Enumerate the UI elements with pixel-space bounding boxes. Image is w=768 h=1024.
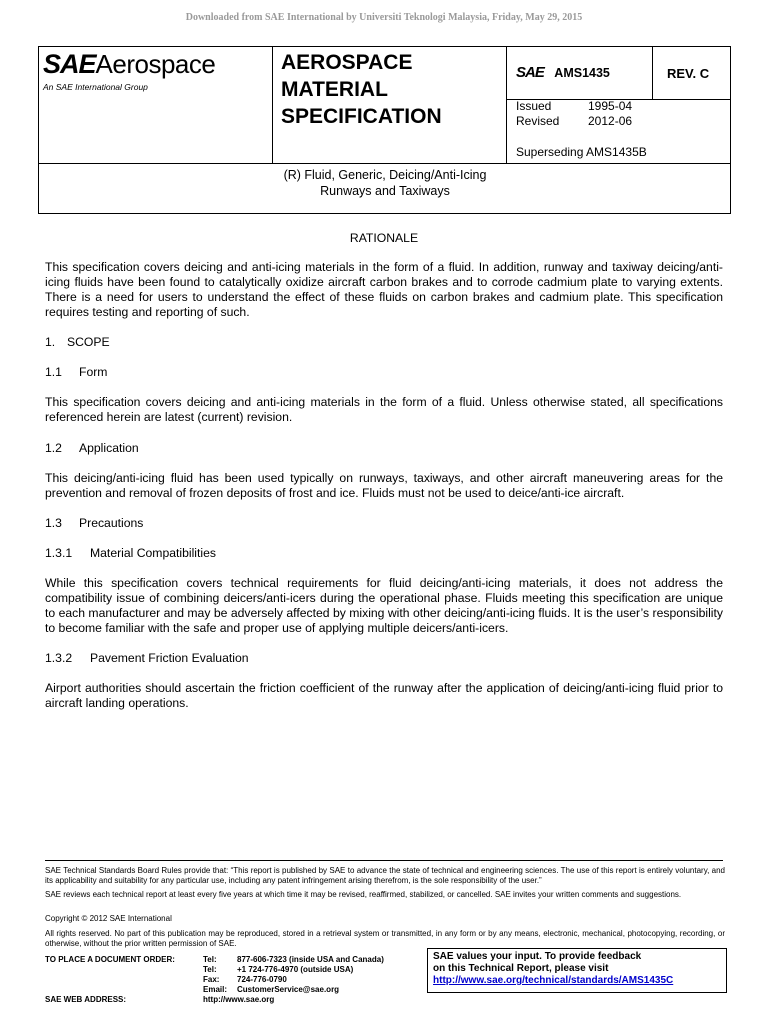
superseding-note: Superseding AMS1435B [516, 145, 647, 159]
phone-usa: 877-606-7323 (inside USA and Canada) [237, 955, 384, 964]
section-1-3-1-heading: 1.3.1 Material Compatibilities [45, 546, 216, 560]
section-1-2-heading: 1.2 Application [45, 441, 139, 455]
title-line: SPECIFICATION [281, 105, 442, 128]
logo-tagline: An SAE International Group [43, 82, 148, 92]
download-notice: Downloaded from SAE International by Universiti Teknologi Malaysia, Friday, May 29, 2015 [185, 12, 583, 23]
revision-label: REV. C [667, 66, 710, 81]
footer-rules: SAE Technical Standards Board Rules provide that: “This report is published by SAE to advance the state of technical and engineering sciences. The use of this report is entirely voluntary, and its applicability and suitability for any particular use, including any patent infringement arising therefrom, is the sole responsibility of the user.” [45, 866, 725, 885]
issued-date: 1995-04 [588, 99, 633, 113]
small-sae-logo: SAE [516, 64, 544, 81]
web-address[interactable]: http://www.sae.org [203, 995, 275, 1004]
section-1-heading: 1. SCOPE [45, 335, 110, 349]
section-1-2-text: This deicing/anti-icing fluid has been used typically on runways, taxiways, and other aircraft maneuvering areas for the prevention and removal of frozen deposits of frost and ice. Fluids must not be used to deice/anti-ice aircraft. [45, 471, 723, 500]
section-1-3-heading: 1.3 Precautions [45, 516, 144, 530]
doc-number: AMS1435 [554, 66, 610, 80]
sae-aerospace-logo [43, 49, 215, 80]
order-label: TO PLACE A DOCUMENT ORDER: [45, 955, 175, 964]
feedback-link[interactable]: http://www.sae.org/technical/standards/AMS1435C [433, 975, 674, 986]
feedback-line: on this Technical Report, please visit [433, 963, 609, 974]
title-line: AEROSPACE [281, 51, 413, 74]
feedback-line: SAE values your input. To provide feedback [433, 951, 642, 962]
section-1-3-1-text: While this specification covers technical requirements for fluid deicing/anti-icing materials, it does not address the compatibility issue of combining deicers/anti-icers during the operational phase. Fluids meeting this specification are unique to each manufacturer and may be adversely affected by mixing with other deicing/anti-icing fluids. It is the user’s responsibility to become familiar with the safe and proper use of applying multiple deicers/anti-icers. [45, 576, 723, 635]
section-1-3-2-heading: 1.3.2 Pavement Friction Evaluation [45, 651, 249, 665]
doc-number-block [516, 64, 610, 82]
logo-sae-text: SAE [43, 49, 96, 79]
issue-dates [516, 99, 632, 129]
section-1-1-text: This specification covers deicing and anti-icing materials in the form of a fluid. Unless otherwise stated, all specifications referenced herein are latest (current) revision. [45, 395, 723, 424]
issued-label: Issued [516, 99, 552, 113]
support-email[interactable]: CustomerService@sae.org [237, 985, 340, 994]
footer-copyright: Copyright © 2012 SAE International [45, 914, 172, 923]
order-contacts: Tel: 877-606-7323 (inside USA and Canada) Tel: +1 724-776-4970 (outside USA) Fax: 724-776-0790 Email: CustomerService@sae.org http://www.sae.org [203, 955, 384, 1004]
rationale-paragraph: This specification covers deicing and anti-icing materials in the form of a fluid. In addition, runway and taxiway deicing/anti-icing fluids have been found to catalytically oxidize aircraft carbon brakes and to corrode cadmium plate to varying extents. There is a need for users to understand the effect of these fluids on carbon brakes and cadmium plate. This specification requires testing and reporting of such. [45, 260, 723, 319]
logo-aerospace-text: Aerospace [95, 49, 216, 79]
subject-line: Runways and Taxiways [320, 184, 450, 198]
revised-label: Revised [516, 114, 560, 128]
document-subject [39, 167, 731, 199]
doc-type-title [281, 49, 442, 130]
revised-date: 2012-06 [588, 114, 633, 128]
feedback-box [427, 948, 727, 993]
web-label: SAE WEB ADDRESS: [45, 995, 127, 1004]
rationale-heading: RATIONALE [349, 231, 419, 245]
title-line: MATERIAL [281, 78, 388, 101]
section-1-1-heading: 1.1 Form [45, 365, 108, 379]
fax-number: 724-776-0790 [237, 975, 287, 984]
subject-line: (R) Fluid, Generic, Deicing/Anti-Icing [283, 168, 487, 182]
footer-review-notice: SAE reviews each technical report at least every five years at which time it may be revised, reaffirmed, stabilized, or cancelled. SAE invites your written comments and suggestions. [45, 890, 682, 899]
footer-divider [45, 860, 723, 861]
section-1-3-2-text: Airport authorities should ascertain the friction coefficient of the runway after the application of deicing/anti-icing fluid prior to aircraft landing operations. [45, 681, 723, 710]
footer-rights: All rights reserved. No part of this publication may be reproduced, stored in a retrieval system or transmitted, in any form or by any means, electronic, mechanical, photocopying, recording, or otherwise, without the prior written permission of SAE. [45, 929, 725, 948]
phone-intl: +1 724-776-4970 (outside USA) [237, 965, 354, 974]
document-header [38, 46, 731, 214]
